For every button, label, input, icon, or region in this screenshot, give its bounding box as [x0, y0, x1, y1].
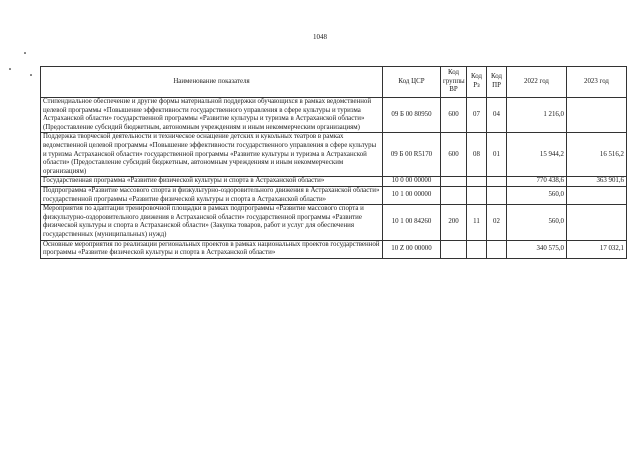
table-row [41, 177, 627, 187]
row-2022: 340 575,0 [507, 240, 567, 258]
row-2023 [567, 98, 627, 133]
row-csr: 10 1 00 84260 [383, 205, 441, 240]
row-pr: 04 [487, 98, 507, 133]
row-2023: 363 901,6 [567, 177, 627, 187]
page-number: 1048 [313, 33, 327, 41]
row-pr [487, 240, 507, 258]
row-name: Подпрограмма «Развитие массового спорта и физкультурно-оздоровительного движения в Астраханской области» государственной программы «Развитие физической культуры и спорта в Астраханской области» [41, 186, 383, 204]
row-rz [467, 186, 487, 204]
row-rz: 11 [467, 205, 487, 240]
row-csr: 10 1 00 00000 [383, 186, 441, 204]
header-rz: Код Рз [467, 67, 487, 98]
table-row [41, 240, 627, 258]
row-name: Государственная программа «Развитие физической культуры и спорта в Астраханской области» [41, 177, 383, 187]
row-rz: 07 [467, 98, 487, 133]
row-csr: 10 0 00 00000 [383, 177, 441, 187]
row-2022: 15 944,2 [507, 133, 567, 177]
row-vr: 600 [441, 133, 467, 177]
header-vr: Код группы ВР [441, 67, 467, 98]
row-pr [487, 177, 507, 187]
table-row [41, 186, 627, 204]
row-2023 [567, 186, 627, 204]
row-rz [467, 240, 487, 258]
row-2022: 560,0 [507, 186, 567, 204]
row-vr [441, 186, 467, 204]
header-csr: Код ЦСР [383, 67, 441, 98]
row-csr: 09 Б 00 80950 [383, 98, 441, 133]
row-2022: 1 216,0 [507, 98, 567, 133]
row-2022: 560,0 [507, 205, 567, 240]
header-name: Наименование показателя [41, 67, 383, 98]
row-2023 [567, 205, 627, 240]
table-row [41, 98, 627, 133]
row-rz: 08 [467, 133, 487, 177]
row-csr: 10 Z 00 00000 [383, 240, 441, 258]
row-pr [487, 186, 507, 204]
table-row [41, 133, 627, 177]
row-name: Поддержка творческой деятельности и техническое оснащение детских и кукольных театров в рамках ведомственной целевой программы «Повышение эффективности государственного управления в сфере культуры и туризма Астраханской области» государственной программы «Развитие культуры и туризма в Астраханской области» (Предоставление субсидий бюджетным, автономным учреждениям и иным некоммерческим организациям) [41, 133, 383, 177]
row-csr: 09 Б 00 R5170 [383, 133, 441, 177]
table-header-row [41, 67, 627, 98]
row-vr [441, 177, 467, 187]
row-name: Основные мероприятия по реализации региональных проектов в рамках национальных проектов государственной программы «Развитие физической культуры и спорта в Астраханской области» [41, 240, 383, 258]
row-name: Мероприятия по адаптации тренировочной площадки в рамках подпрограммы «Развитие массового спорта и физкультурно-оздоровительного движения в Астраханской области» государственной программы «Развитие физической культуры и спорта в Астраханской области» (Закупка товаров, работ и услуг для обеспечения государственных (муниципальных) нужд) [41, 205, 383, 240]
row-pr: 02 [487, 205, 507, 240]
row-pr: 01 [487, 133, 507, 177]
table-row [41, 205, 627, 240]
row-rz [467, 177, 487, 187]
row-2022: 770 438,6 [507, 177, 567, 187]
header-2023: 2023 год [567, 67, 627, 98]
row-vr: 200 [441, 205, 467, 240]
row-2023: 16 516,2 [567, 133, 627, 177]
header-2022: 2022 год [507, 67, 567, 98]
row-vr [441, 240, 467, 258]
row-2023: 17 032,1 [567, 240, 627, 258]
header-pr: Код ПР [487, 67, 507, 98]
row-vr: 600 [441, 98, 467, 133]
row-name: Стипендиальное обеспечение и другие формы материальной поддержки обучающихся в рамках ведомственной целевой программы «Повышение эффективности государственного управления в сфере культуры и туризма Астраханской области» государственной программы «Развитие культуры и туризма в Астраханской области» (Предоставление субсидий бюджетным, автономным учреждениям и иным некоммерческим организациям) [41, 98, 383, 133]
budget-table [40, 66, 627, 259]
